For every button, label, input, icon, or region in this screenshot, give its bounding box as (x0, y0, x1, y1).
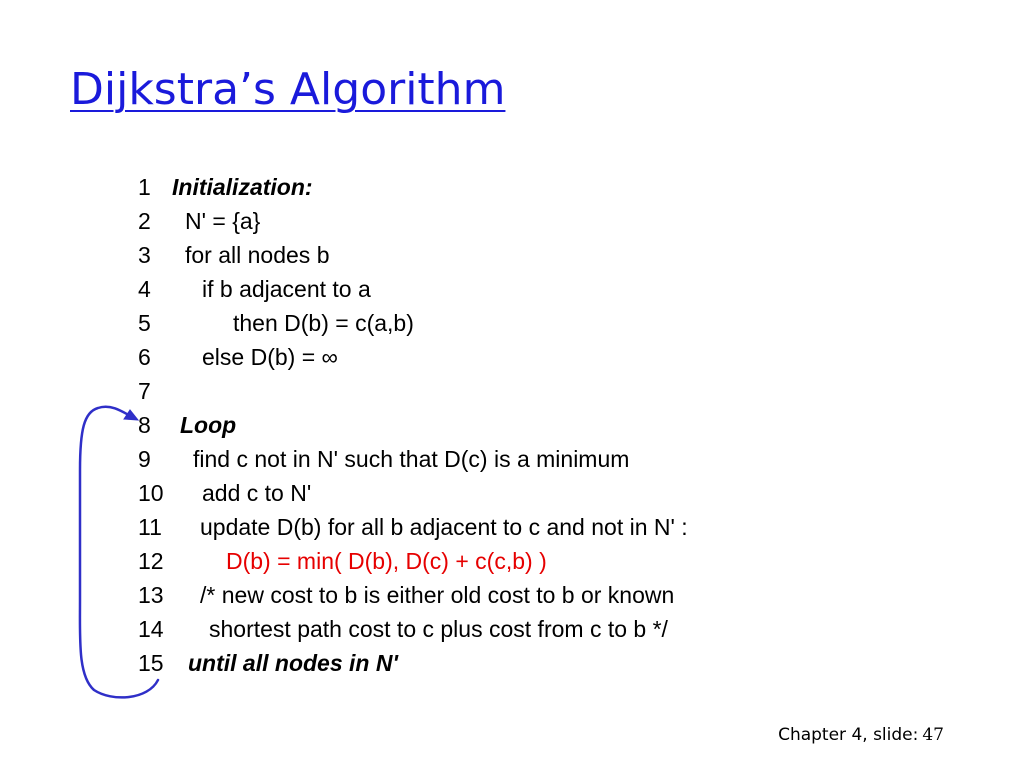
line-text: else D(b) = ∞ (202, 344, 338, 370)
footer-chapter-label: Chapter 4, slide: (778, 725, 919, 745)
line-number: 1 (138, 174, 151, 200)
slide-footer (778, 722, 944, 748)
line-number: 8 (138, 412, 151, 438)
line-text: find c not in N' such that D(c) is a minimum (193, 446, 630, 472)
code-line-13 (138, 578, 998, 612)
code-line-6 (138, 340, 998, 374)
line-text: update D(b) for all b adjacent to c and not in N' : (200, 514, 688, 540)
line-number: 6 (138, 344, 151, 370)
comment-text: shortest path cost to c plus cost from c to b */ (209, 616, 668, 642)
pseudocode-block (138, 170, 998, 680)
code-line-4 (138, 272, 998, 306)
line-text: if b adjacent to a (202, 276, 371, 302)
code-line-5 (138, 306, 998, 340)
code-line-9 (138, 442, 998, 476)
code-line-12 (138, 544, 998, 578)
line-number: 14 (138, 616, 164, 642)
line-number: 15 (138, 650, 164, 676)
line-number: 7 (138, 378, 151, 404)
line-number: 12 (138, 548, 164, 574)
line-number: 11 (138, 514, 162, 540)
line-text: then D(b) = c(a,b) (233, 310, 414, 336)
until-label: until all nodes in N' (188, 650, 398, 676)
code-line-10 (138, 476, 998, 510)
code-line-14 (138, 612, 998, 646)
line-number: 5 (138, 310, 151, 336)
code-line-7 (138, 374, 998, 408)
line-number: 3 (138, 242, 151, 268)
line-number: 9 (138, 446, 151, 472)
update-rule: D(b) = min( D(b), D(c) + c(c,b) ) (226, 548, 547, 574)
line-number: 13 (138, 582, 164, 608)
comment-text: /* new cost to b is either old cost to b or known (200, 582, 675, 608)
line-text: add c to N' (202, 480, 312, 506)
code-line-11 (138, 510, 998, 544)
code-line-2 (138, 204, 998, 238)
page-number: 47 (922, 725, 944, 745)
slide-title: Dijkstra’s Algorithm (70, 64, 506, 115)
initialization-label: Initialization: (172, 174, 313, 200)
line-text: for all nodes b (185, 242, 330, 268)
code-line-3 (138, 238, 998, 272)
code-line-8 (138, 408, 998, 442)
line-text: N' = {a} (185, 208, 261, 234)
arrowhead-icon (124, 410, 138, 420)
line-number: 10 (138, 480, 164, 506)
line-number: 4 (138, 276, 151, 302)
code-line-15 (138, 646, 998, 680)
code-line-1 (138, 170, 998, 204)
line-number: 2 (138, 208, 151, 234)
loop-label: Loop (180, 412, 237, 438)
